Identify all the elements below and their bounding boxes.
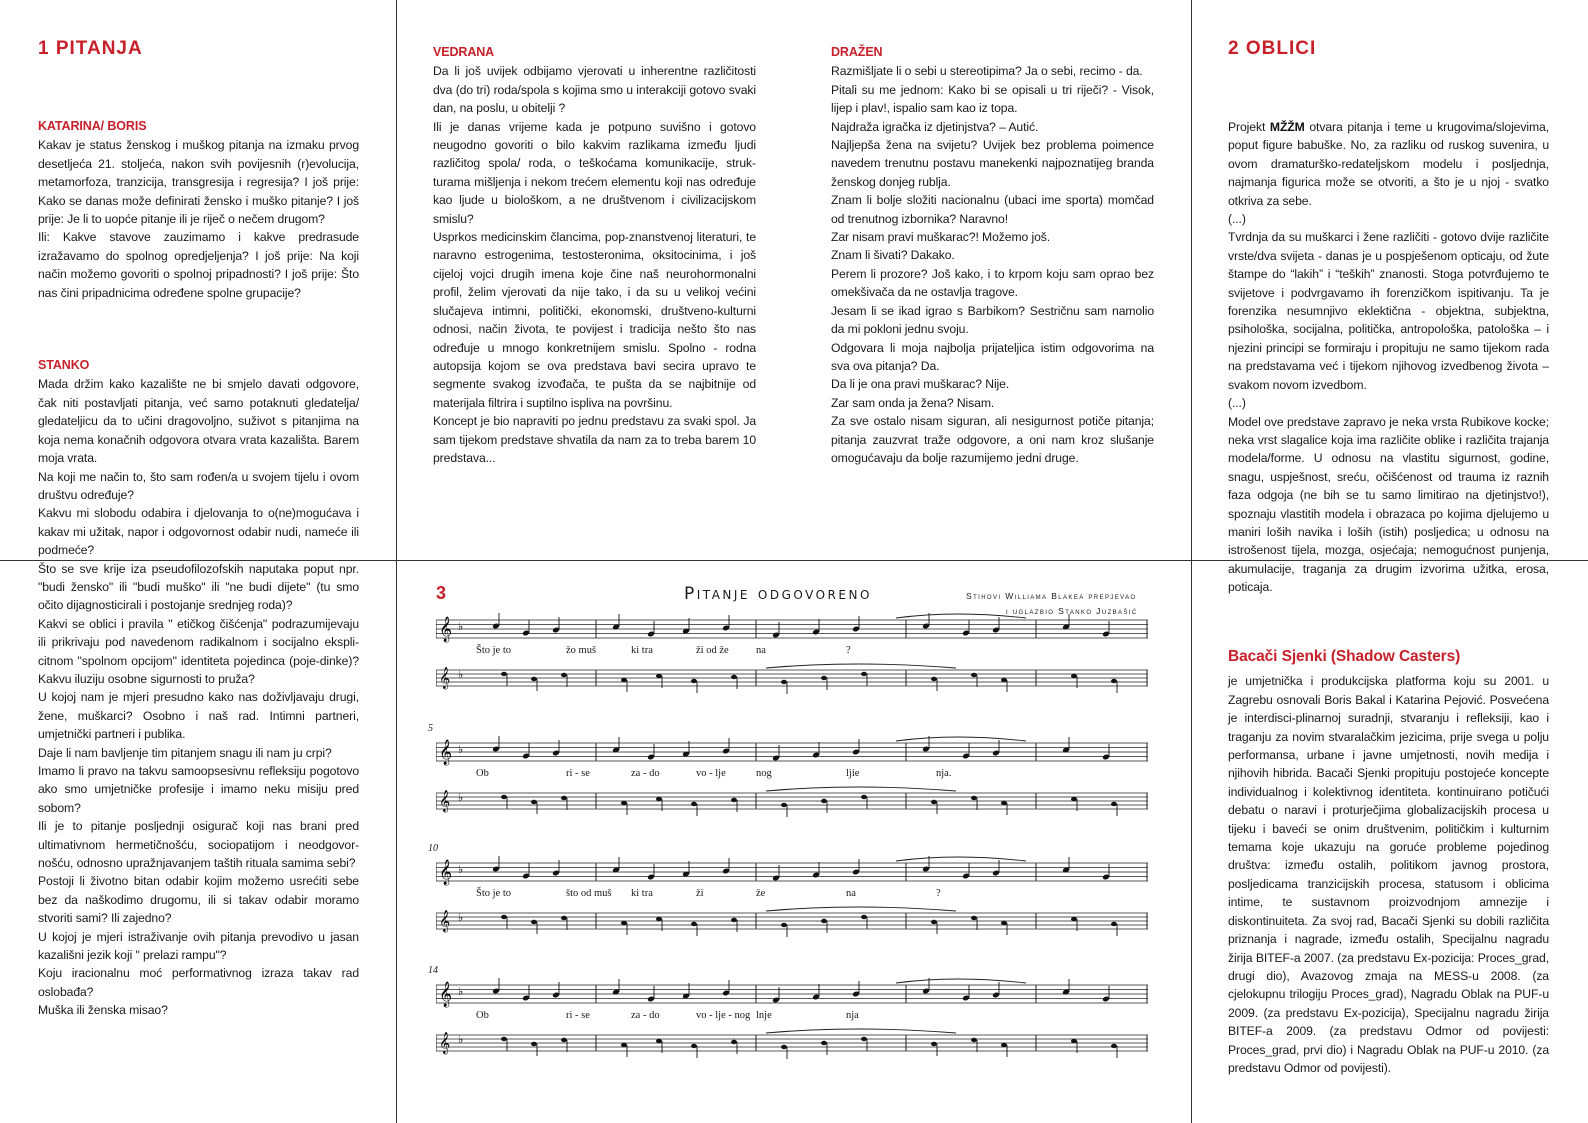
score-lyric: ljie (846, 768, 860, 779)
svg-text:𝄞: 𝄞 (439, 982, 453, 1007)
katarina-paragraph: Kakav je status ženskog i muškog pitanja na izmaku prvog desetljeća 21. stoljeća, nakon svih povijesnih (r)evolucija, metamorfoza, tranzicija, transgresija i regresija? I još prije: Kako se danas može definirati žensko i muško pitanje? I još prije: Je li to uopće pitanje ili je riječ o nečem drugom? (38, 138, 359, 227)
stanko-paragraph: Mada držim kako kazalište ne bi smjelo davati odgovore, čak niti postavljati pitanja, već samo potaknuti gledatelja/ gledateljicu da to učini dragovoljno, suživot s pitanjima na koja nema konačnih odgovora otvara vrata kazališta. Barem moja vrata. (38, 377, 359, 466)
score-title: Pitanje odgovoreno (684, 584, 872, 604)
column-drazen (831, 43, 1154, 467)
drazen-paragraph: Znam li šivati? Dakako. (831, 248, 955, 263)
oblici-intro: Projekt MŽŽM otvara pitanja i teme u krugovima/slojevima, poput figure babuške. No, za razliku od ruskog suvenira, u ovom dramaturško-redateljskom modelu i posljednja, najmanja figurica može se otvoriti, a što je u njoj - svatko otkriva za sebe. (1228, 120, 1549, 208)
score-lyric: lnje (756, 1010, 772, 1021)
section-2-title: 2 OBLICI (1228, 38, 1317, 59)
drazen-paragraph: Najljepša žena na svijetu? Uvijek bez problema poimence navedem trenutnu postavu manekenki najpoznatijeg branda ženskog donjeg rublja. (831, 138, 1154, 189)
svg-text:𝄞: 𝄞 (439, 740, 453, 765)
stanko-paragraph: Postoji li životno bitan odabir kojim možemo usrećiti sebe bez da naškodimo drugomu, ili si takav odabir moramo stvoriti sami? Ili zajedno? (38, 874, 359, 926)
svg-text:♭: ♭ (458, 668, 464, 681)
vedrana-paragraph: Ili je danas vrijeme kada je potpuno suvišno i gotovo neugodno govoriti o bilo kakvim razlikama između ljudi različitog spola/ roda, o teškoćama komunikacije, struk-turama mišljenja i nekom trećem elementu koji nas određuje kao ljude u biološkom, a ne društvenom i civilizacijskom smislu? (433, 119, 756, 226)
vedrana-paragraph: Da li još uvijek odbijamo vjerovati u inherentne različitosti dva (do tri) roda/spola s kojima smo u interakciji gotovo svaki dan, na poslu, u obitelji ? (433, 64, 756, 116)
column-oblici (1228, 118, 1549, 597)
score-lyric: što od muš (566, 888, 612, 899)
stanko-paragraph: Na koji me način to, što sam rođen/a u svojem tijelu i ovom društvu određuje? (38, 469, 359, 502)
stanko-paragraph: Kakvu mi slobodu odabira i djelovanja to o(ne)mogućava i kakav mi užitak, napor i odgovornost odabir nudi, nameće ili podmeće? (38, 506, 359, 558)
oblici-paragraph: Model ove predstave zapravo je neka vrsta Rubikove kocke; neka vrst slagalice koja ima različite oblike i različita trajanja modela/forme. U odnosu na vlastitu sigurnost, godine, snagu, uspješnost, sreću, očišćenost od trauma iz raznih faza odgoja (ne bih se tu samo limitirao na djetinjstvo!), spoznaju vlastitih modela i obrazaca po kojima djelujemo u maniri loših navika i loših (istih) posljedica; u odnosu na istrošenost tijela, mozga, osjećaja; nemogućnost punjenja, akumulacije, traganja za drugim izvorima užitka, erosa, poticaja. (1228, 414, 1549, 595)
fold-line-right (1191, 0, 1192, 1123)
section-3-number: 3 (436, 583, 447, 603)
score-lyric: za - do (631, 768, 660, 779)
score-lyric: Što je to (476, 888, 512, 899)
katarina-paragraph: Ili: Kakve stavove zauzimamo i kakve predrasude izražavamo do spolnog opredjeljenja? I još prije: Na koji način možemo govoriti o spolnoj pripadnosti? I još prije: Što nas čini pripadnicima određene spolne grupacije? (38, 230, 359, 300)
stanko-paragraph: Muška ili ženska misao? (38, 1003, 168, 1018)
score-lyric: že (756, 888, 766, 899)
vedrana-paragraph: Usprkos medicinskim člancima, pop-znanstvenoj literaturi, te naravno estrogenima, testosteronima, oksitocinima, i još cijeloj vojci drugih imena koje čine naš neurohormonalni profil, želim vjerovati da nije tako, i da su u velikoj većini slučajeva intimni, politički, ekonomski, društveno-kulturni odnosi, način života, te povijest i tradicija nešto što nas određuje u mnogo konkretnijem smislu. Spolno - rodna autopsija kojom se ova predstava bavi secira upravo te segmente svakog izvođača, te pušta da se najbitnije od materijala filtrira i suptilno ispliva na površinu. (433, 230, 756, 410)
drazen-paragraph: Pitali su me jednom: Kako bi se opisali u tri riječi? - Visok, lijep i plav!, ispalio sam kao iz topa. (831, 82, 1154, 116)
drazen-paragraph: Najdraža igračka iz djetinjstva? – Autić. (831, 119, 1039, 134)
stanko-paragraph: Kakvi se oblici i pravila " etičkog čišćenja" podrazumijevaju ili prikrivaju pod navedenom radikalnom i socijalno ekspli-citnom "spolnom opcijom" identiteta pojedinca (poje-dinke)? Kakvu iluziju osobne sigurnosti to pruža? (38, 616, 359, 686)
score-lyric: vo - lje (696, 768, 726, 779)
svg-text:♭: ♭ (458, 863, 464, 876)
katarina-heading: KATARINA/ BORIS (38, 119, 147, 133)
svg-text:♭: ♭ (458, 743, 464, 756)
stanko-paragraph: U kojoj je mjeri istraživanje ovih pitanja prevodivo u jasan kazališni jezik koji " prelazi rampu"? (38, 929, 359, 963)
svg-text:♭: ♭ (458, 985, 464, 998)
score-lyric: nja (846, 1010, 859, 1021)
score-lyric: ži (696, 888, 704, 899)
drazen-paragraph: Perem li prozore? Još kako, i to krpom koju sam oprao bez omekšivača da ne ostavlja tragove. (831, 266, 1154, 300)
bacaci-sjenki-text: je umjetnička i produkcijska platforma koju su 2001. u Zagrebu osnovali Boris Bakal i Katarina Pejović. Posvećena je interdisci-plinarnoj suradnji, stvaranju i refleksiji, kao i traganju za novim stvaralačkim jezicima, prije svega u polju performansa, urbane i javne umjetnosti, novih medija i njihovih hibrida. Bacači Sjenki propituju postojeće koncepte individualnog i kolektivnog identiteta. kontinuirano potičući debatu o naravi i proturječjima globalizacijskih procesa u tijeku i baveći se onim društvenim, političkim i kulturnim temama koje ukazuju na goruće probleme pojedinog društva: između ostalih, politikom javnog prostora, posljedicama tranzicijskih procesa, statusom i oblicima intime, te sustavnom proizvodnjom amnezije i diskontinuiteta. Za svoj rad, Bacači Sjenki su dobili različita priznanja i nagrade, između ostalih, Specijalnu nagradu žirija BITEF-a 2007. (za predstavu Ex-pozicija: Proces_grad, drugi dio), Avazovog zmaja na MESS-u 2008. (za cjelokupnu trilogiju Proces_grad), Nagradu Oblak na PUF-u 2009. (za predstavu Ex-pozicija), Specijalnu nagradu žirija BITEF-a 2009. (za predstavu Odmor od povijesti: Proces_grad, prvi dio) i Nagradu Oblak na PUF-u 2010. (za predstavu Odmor od povijesti). (1228, 674, 1549, 1075)
score-lyric: ki tra (631, 888, 653, 899)
svg-text:♭: ♭ (458, 620, 464, 633)
score-lyric: Ob (476, 768, 489, 779)
score-lyric: vo - lje - nog (696, 1010, 751, 1021)
drazen-paragraph: Odgovara li moja najbolja prijateljica istim odgovorima na sva ova pitanja? Da. (831, 340, 1154, 373)
score-lyric: Ob (476, 1010, 489, 1021)
drazen-paragraph: Znam li bolje složiti nacionalnu (ubaci ime sporta) momčad od trenutnog izbornika? Naravno! (831, 193, 1154, 226)
brand-mzzm: MŽŽM (1269, 120, 1305, 134)
stanko-heading: STANKO (38, 358, 90, 373)
svg-text:𝄞: 𝄞 (439, 617, 453, 642)
score-system (428, 965, 1148, 1072)
score-lyric: ri - se (566, 768, 590, 779)
measure-number: 10 (428, 843, 438, 854)
drazen-paragraph: Zar nisam pravi muškarac?! Možemo još. (831, 230, 1051, 245)
score-lyric: ? (936, 888, 941, 899)
score-lyric: za - do (631, 1010, 660, 1021)
oblici-paragraph: (...) (1228, 396, 1246, 411)
svg-text:♭: ♭ (458, 1033, 464, 1046)
vedrana-heading: VEDRANA (433, 45, 495, 59)
score-lyric: Što je to (476, 645, 512, 656)
svg-text:𝄞: 𝄞 (439, 910, 451, 932)
oblici-paragraph: (...) (1228, 212, 1246, 227)
stanko-paragraph: Daje li nam bavljenje tim pitanjem snagu ili nam ju crpi? (38, 745, 332, 760)
score-system (428, 723, 1148, 830)
column-bacaci-sjenki (1228, 648, 1549, 1077)
stanko-paragraph: Koju iracionalnu moć performativnog izraza takav rad oslobađa? (38, 966, 359, 999)
score-lyric: na (846, 888, 856, 899)
bacaci-sjenki-heading: Bacači Sjenki (Shadow Casters) (1228, 648, 1461, 665)
score-lyric: nja. (936, 768, 952, 779)
svg-text:♭: ♭ (458, 791, 464, 804)
score-credit: Stihovi Williama Blakea prepjevao i uglazbio Stanko Juzbašić (966, 591, 1138, 616)
score-lyric: nog (756, 768, 772, 779)
score-lyric: ži od že (696, 645, 729, 656)
drazen-heading: DRAŽEN (831, 45, 883, 59)
drazen-paragraph: Jesam li se ikad igrao s Barbikom? Sestričnu sam namolio da mi pokloni jednu svoju. (831, 303, 1154, 337)
score-system (436, 612, 1148, 707)
stanko-paragraph: Što se sve krije iza pseudofilozofskih naputaka poput npr. "budi žensko" ili "budi muško" ili "ne budi dijete" (tu smo očito dijagnosticirali i postojanje srednjeg roda)? (38, 561, 359, 613)
drazen-paragraph: Razmišljate li o sebi u stereotipima? Ja o sebi, recimo - da. (831, 64, 1143, 79)
oblici-paragraph: Tvrdnja da su muškarci i žene različiti - gotovo dvije različite vrste/dva svijeta - danas je u pospješenom opticaju, od žute štampe do “lakih” i “teških” znanosti. Stoga potvrđujemo te svijetove i podvrgavamo ih forenzičkom ispitivanju. Ta je forenzika nesumnjivo eklektična - objektna, subjektna, psihološka, socijalna, politička, antropološka, patološka – i njezini principi se formiraju i propituju ne samo tijekom rada na predstavama već i tijekom njihovog izvedbenog života – svakom novom izvedbom. (1228, 230, 1549, 392)
score-lyric: ? (846, 645, 851, 656)
score-system (428, 843, 1148, 950)
column-vedrana (433, 43, 756, 467)
score-lyric: žo muš (566, 645, 597, 656)
score-lyric: ri - se (566, 1010, 590, 1021)
measure-number: 5 (428, 723, 433, 734)
svg-text:𝄞: 𝄞 (439, 790, 451, 812)
svg-text:♭: ♭ (458, 911, 464, 924)
score-lyric: na (756, 645, 766, 656)
stanko-paragraph: Ili je to pitanje posljednji osigurač koji nas brani pred ultimativnom hermetičnošću, sociopatijom i neodgovor-nošću, odnosno upražnjavanjem taštih rituala samima sebi? (38, 819, 359, 871)
vedrana-paragraph: Koncept je bio napraviti po jednu predstavu za svaki spol. Ja sam tijekom predstave shvatila da nam za to treba barem 10 predstava... (433, 414, 756, 465)
stanko-paragraph: Imamo li pravo na takvu samoopsesivnu refleksiju pogotovo ako smo umjetničke profesije i imamo neku misiju pred sobom? (38, 764, 359, 815)
svg-text:𝄞: 𝄞 (439, 667, 451, 689)
svg-text:𝄞: 𝄞 (439, 1032, 451, 1054)
section-1-title: 1 PITANJA (38, 38, 143, 59)
fold-line-left (396, 0, 397, 1123)
drazen-paragraph: Za sve ostalo nisam siguran, ali nesigurnost potiče pitanja; pitanja zauzvrat traže odgovore, a oni nam kroz slušanje omogućavaju da bolje razumijemo jedni druge. (831, 414, 1154, 465)
score-lyric: ki tra (631, 645, 653, 656)
stanko-paragraph: U kojoj nam je mjeri presudno kako nas doživljavaju drugi, žene, muškarci? Osobno i naš rad. Intimni partneri, umjetnički partneri i publika. (38, 690, 359, 742)
svg-text:𝄞: 𝄞 (439, 860, 453, 885)
measure-number: 14 (428, 965, 438, 976)
drazen-paragraph: Da li je ona pravi muškarac? Nije. (831, 377, 1010, 392)
column-katarina-stanko (38, 117, 359, 1020)
drazen-paragraph: Zar sam onda ja žena? Nisam. (831, 395, 995, 410)
